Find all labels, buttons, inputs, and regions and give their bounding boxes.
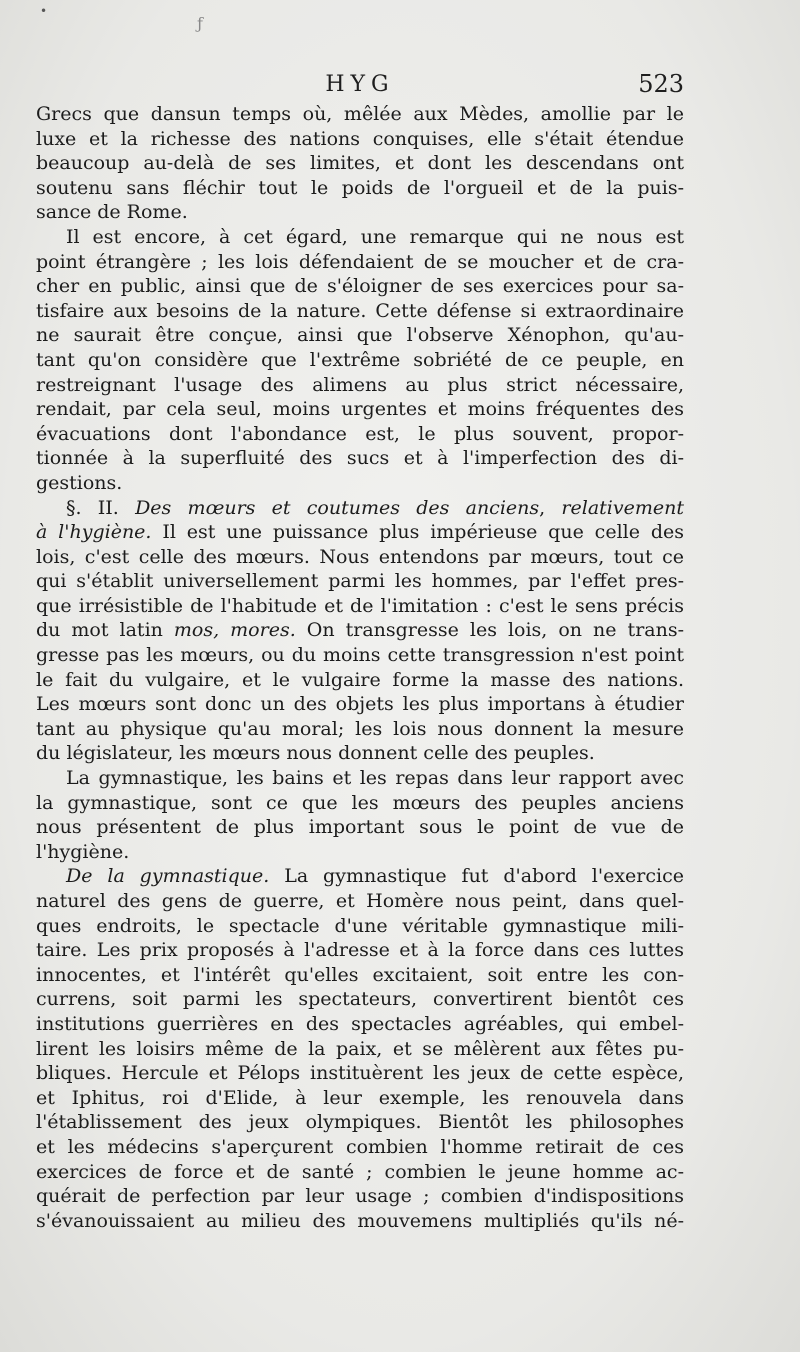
text-line: quérait de perfection par leur usage ; combien d'indispositions xyxy=(36,1185,684,1208)
text-line: la gymnastique, sont ce que les mœurs des peuples anciens xyxy=(36,791,684,814)
text-line: currens, soit parmi les spectateurs, convertirent bientôt ces xyxy=(36,988,684,1011)
text-line: nous présentent de plus important sous le point de vue de xyxy=(36,816,684,839)
text-line: point étrangère ; les lois défendaient de se moucher et de cra- xyxy=(36,250,684,273)
running-head xyxy=(36,66,684,106)
text-line: qui s'établit universellement parmi les hommes, par l'effet pres- xyxy=(36,570,684,593)
text-line: exercices de force et de santé ; combien le jeune homme ac- xyxy=(36,1160,684,1183)
text-line: tionnée à la superfluité des sucs et à l'imperfection des di- xyxy=(36,447,684,470)
text-line: cher en public, ainsi que de s'éloigner de ses exercices pour sa- xyxy=(36,275,684,298)
text-line: et les médecins s'aperçurent combien l'homme retirait de ces xyxy=(36,1135,684,1158)
text-line: que irrésistible de l'habitude et de l'imitation : c'est le sens précis xyxy=(36,594,684,617)
text-line: De la gymnastique. La gymnastique fut d'abord l'exercice xyxy=(66,865,684,888)
text-line: La gymnastique, les bains et les repas dans leur rapport avec xyxy=(66,767,684,790)
text-line: s'évanouissaient au milieu des mouvemens multipliés qu'ils né- xyxy=(36,1209,684,1232)
text-line: restreignant l'usage des alimens au plus strict nécessaire, xyxy=(36,373,684,396)
text-line: tant qu'on considère que l'extrême sobriété de ce peuple, en xyxy=(36,348,684,371)
text-line: gestions. xyxy=(36,471,123,494)
text-line: lirent les loisirs même de la paix, et se mêlèrent aux fêtes pu- xyxy=(36,1037,684,1060)
text-line: le fait du vulgaire, et le vulgaire forme la masse des nations. xyxy=(36,668,684,691)
text-line: innocentes, et l'intérêt qu'elles excitaient, soit entre les con- xyxy=(36,963,684,986)
text-line: bliques. Hercule et Pélops instituèrent les jeux de cette espèce, xyxy=(36,1062,684,1085)
text-line: et Iphitus, roi d'Elide, à leur exemple, les renouvela dans xyxy=(36,1086,684,1109)
text-line: naturel des gens de guerre, et Homère nous peint, dans quel- xyxy=(36,890,684,912)
text-line: luxe et la richesse des nations conquises, elle s'était étendue xyxy=(36,127,684,150)
text-line: évacuations dont l'abondance est, le plus souvent, propor- xyxy=(36,422,684,445)
text-line: l'hygiène. xyxy=(36,840,130,863)
body-text xyxy=(36,102,684,1233)
text-line: lois, c'est celle des mœurs. Nous entendons par mœurs, tout ce xyxy=(36,545,684,568)
text-line: Il est encore, à cet égard, une remarque qui ne nous est xyxy=(66,225,684,248)
text-line: §. II. Des mœurs et coutumes des anciens, relativement xyxy=(66,496,684,519)
text-line: du mot latin mos, mores. On transgresse les lois, on ne trans- xyxy=(36,619,684,642)
text-line: tisfaire aux besoins de la nature. Cette défense si extraordinaire xyxy=(36,299,684,322)
text-line: institutions guerrières en des spectacles agréables, qui embel- xyxy=(36,1012,684,1035)
text-line: à l'hygiène. Il est une puissance plus impérieuse que celle des xyxy=(36,521,684,544)
text-line: beaucoup au-delà de ses limites, et dont les descendans ont xyxy=(36,152,684,175)
text-line: Grecs que dansun temps où, mêlée aux Mèdes, amollie par le xyxy=(36,103,684,125)
page-number: 523 xyxy=(638,70,684,98)
text-line: ques endroits, le spectacle d'une véritable gymnastique mili- xyxy=(36,914,684,937)
running-title: HYG xyxy=(325,72,395,97)
text-line: gresse pas les mœurs, ou du moins cette transgression n'est point xyxy=(36,644,684,667)
text-line: tant au physique qu'au moral; les lois nous donnent la mesure xyxy=(36,717,684,740)
text-line: ne saurait être conçue, ainsi que l'observe Xénophon, qu'au- xyxy=(36,324,684,347)
text-line: sance de Rome. xyxy=(36,201,188,224)
text-line: taire. Les prix proposés à l'adresse et à la force dans ces luttes xyxy=(36,939,684,962)
ink-stroke: ƒ xyxy=(197,14,203,33)
text-line: Les mœurs sont donc un des objets les plus importans à étudier xyxy=(36,693,684,716)
text-line: du législateur, les mœurs nous donnent celle des peuples. xyxy=(36,742,595,765)
text-line: rendait, par cela seul, moins urgentes et moins fréquentes des xyxy=(36,398,684,421)
ink-speck: • xyxy=(40,4,48,18)
text-line: soutenu sans fléchir tout le poids de l'orgueil et de la puis- xyxy=(36,176,684,199)
text-line: l'établissement des jeux olympiques. Bientôt les philosophes xyxy=(36,1111,684,1134)
